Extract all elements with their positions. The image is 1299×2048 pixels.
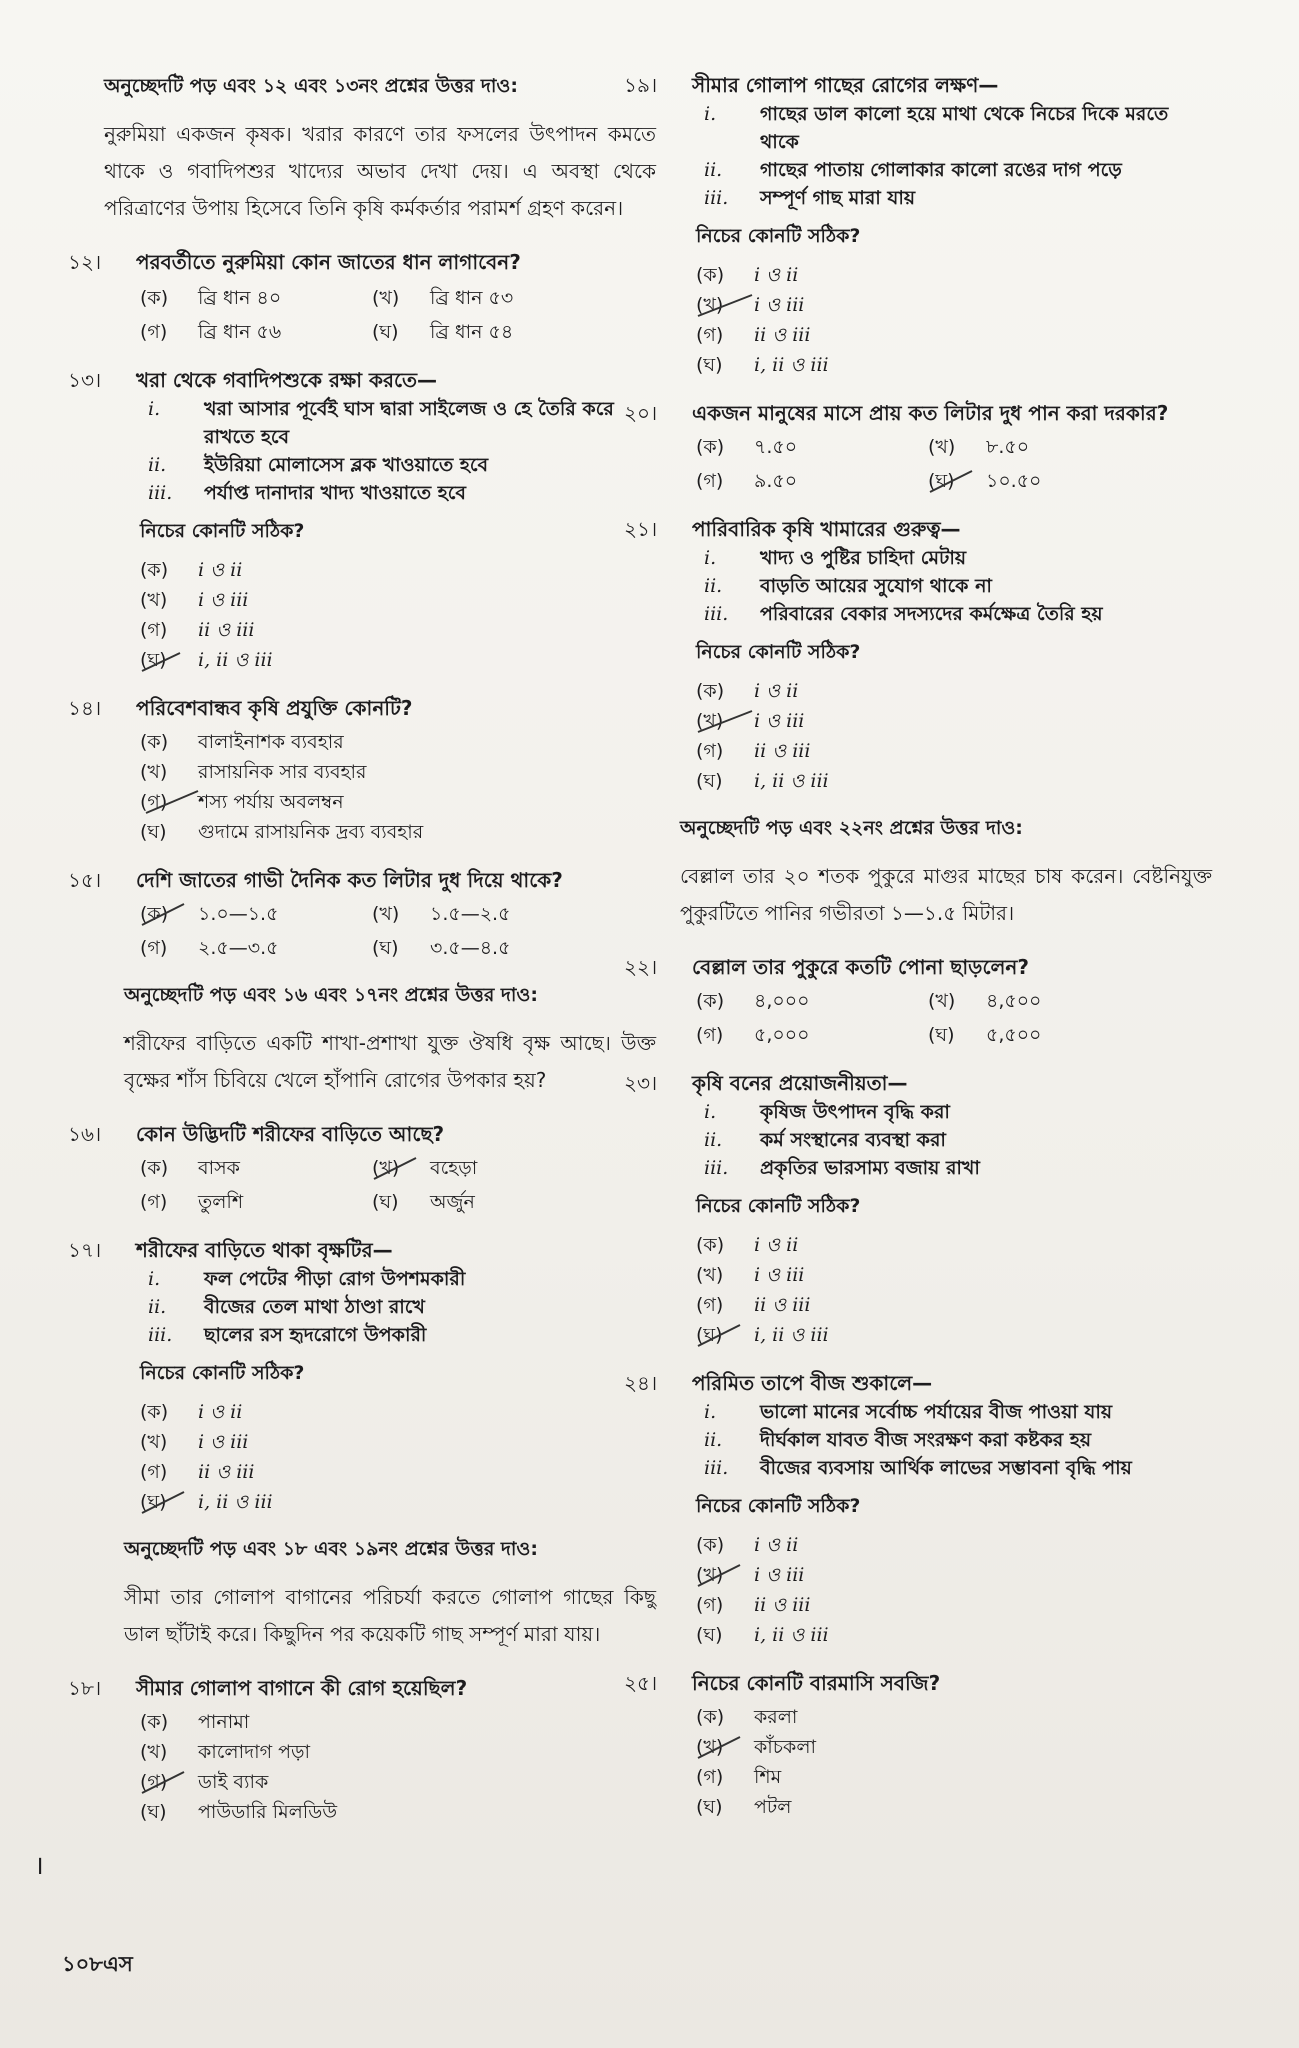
- question-text: পরিবেশবান্ধব কৃষি প্রযুক্তি কোনটি?: [136, 696, 413, 720]
- statement: i. ফল পেটের পীড়া রোগ উপশমকারী: [148, 1268, 466, 1290]
- question-number: ২৪।: [624, 1371, 658, 1395]
- option-selected[interactable]: (খ) কাঁচকলা: [696, 1732, 1212, 1762]
- statement: ii. গাছের পাতায় গোলাকার কালো রঙের দাগ পড়ে: [704, 159, 1122, 181]
- option[interactable]: (গ) ii ও iii: [696, 1594, 811, 1616]
- question-number: ১৪।: [68, 696, 102, 720]
- option[interactable]: (খ) ১.৫—২.৫: [372, 903, 511, 925]
- option[interactable]: (গ) ২.৫—৩.৫: [140, 937, 279, 959]
- stimulus-passage: নুরুমিয়া একজন কৃষক। খরার কারণে তার ফসলের উৎপাদন কমতে থাকে ও গবাদিপশুর খাদ্যের অভাব দেখা দেয়। এ অবস্থা থেকে পরিত্রাণের উপায় হিসেবে তিনি কৃষি কর্মকর্তার পরামর্শ গ্রহণ করেন।: [104, 122, 656, 220]
- statement: i. ভালো মানের সর্বোচ্চ পর্যায়ের বীজ পাওয়া যায়: [704, 1401, 1113, 1423]
- statement-list: [704, 1398, 1212, 1482]
- pen-tick-mark: [140, 901, 188, 929]
- statement: iii. ছালের রস হৃদরোগে উপকারী: [148, 1324, 427, 1346]
- option[interactable]: (ঘ) i, ii ও iii: [696, 354, 829, 376]
- option-selected[interactable]: (ক) ১.০—১.৫: [140, 899, 372, 929]
- question-14: [68, 693, 656, 847]
- option[interactable]: (ক) ব্রি ধান ৪০: [140, 287, 282, 309]
- option[interactable]: (ক) i ও ii: [696, 264, 799, 286]
- option[interactable]: (খ) ৮.৫০: [928, 436, 1030, 458]
- question-text: নিচের কোনটি বারমাসি সবজি?: [692, 1671, 941, 1695]
- option[interactable]: (গ) ii ও iii: [696, 324, 811, 346]
- statement: i. কৃষিজ উৎপাদন বৃদ্ধি করা: [704, 1101, 950, 1123]
- question-text: সীমার গোলাপ গাছের রোগের লক্ষণ—: [692, 73, 999, 97]
- option[interactable]: (গ) শিম: [696, 1766, 782, 1788]
- question-22: [624, 952, 1212, 1050]
- statement: iii. বীজের ব্যবসায় আর্থিক লাভের সম্ভাবনা বৃদ্ধি পায়: [704, 1457, 1132, 1479]
- pen-tick-mark: [140, 1489, 188, 1517]
- option[interactable]: (ঘ) অর্জুন: [372, 1191, 475, 1213]
- answer-prompt: নিচের কোনটি সঠিক?: [696, 641, 861, 663]
- answer-prompt: নিচের কোনটি সঠিক?: [140, 1362, 305, 1384]
- statement: ii. কর্ম সংস্থানের ব্যবস্থা করা: [704, 1129, 946, 1151]
- pen-tick-mark: [696, 1562, 744, 1590]
- answer-prompt: নিচের কোনটি সঠিক?: [696, 1495, 861, 1517]
- question-18: [68, 1673, 656, 1827]
- question-text: বেল্লাল তার পুকুরে কতটি পোনা ছাড়লেন?: [692, 955, 1029, 979]
- option[interactable]: (গ) ii ও iii: [140, 619, 255, 641]
- answer-prompt: নিচের কোনটি সঠিক?: [696, 225, 861, 247]
- question-number: ২৫।: [624, 1671, 658, 1695]
- pen-tick-mark: [696, 292, 756, 320]
- option[interactable]: (গ) ৫,০০০: [696, 1024, 810, 1046]
- option-selected[interactable]: (খ) বহেড়া: [372, 1153, 604, 1183]
- option[interactable]: (ঘ) গুদামে রাসায়নিক দ্রব্য ব্যবহার: [140, 821, 424, 843]
- question-16: [68, 1119, 656, 1217]
- statement: iii. প্রকৃতির ভারসাম্য বজায় রাখা: [704, 1157, 980, 1179]
- question-number: ২০।: [624, 401, 658, 425]
- question-21: [624, 514, 1212, 796]
- question-number: ২৩।: [624, 1071, 658, 1095]
- pen-tick-mark: [372, 1155, 420, 1183]
- answer-prompt: নিচের কোনটি সঠিক?: [696, 1195, 861, 1217]
- question-number: ২১।: [624, 517, 658, 541]
- question-text: পরবর্তীতে নুরুমিয়া কোন জাতের ধান লাগাবেন?: [136, 250, 521, 274]
- option-selected[interactable]: (ঘ) ১০.৫০: [928, 466, 1160, 496]
- question-number: ১৫।: [68, 868, 102, 892]
- question-number: ১৭।: [68, 1238, 102, 1262]
- question-19: [624, 70, 1212, 380]
- statement: i. খরা আসার পূর্বেই ঘাস দ্বারা সাইলেজ ও হে তৈরি করে রাখতে হবে: [148, 398, 614, 448]
- statement: iii. পর্যাপ্ত দানাদার খাদ্য খাওয়াতে হবে: [148, 482, 466, 504]
- statement-list: [148, 395, 656, 507]
- question-12: [68, 247, 656, 347]
- statement: ii. বীজের তেল মাথা ঠাণ্ডা রাখে: [148, 1296, 425, 1318]
- option[interactable]: (খ) ব্রি ধান ৫৩: [372, 287, 514, 309]
- option[interactable]: (ক) i ও ii: [140, 559, 243, 581]
- option[interactable]: (গ) ii ও iii: [696, 740, 811, 762]
- option[interactable]: (ঘ) i, ii ও iii: [696, 1624, 829, 1646]
- statement: iii. সম্পূর্ণ গাছ মারা যায়: [704, 187, 916, 209]
- stimulus-heading: অনুচ্ছেদটি পড় এবং ১৮ এবং ১৯নং প্রশ্নের উত্তর দাও:: [124, 1538, 538, 1560]
- pen-tick-mark: [696, 1322, 744, 1350]
- question-text: সীমার গোলাপ বাগানে কী রোগ হয়েছিল?: [136, 1676, 468, 1700]
- option[interactable]: (ঘ) পটল: [696, 1796, 792, 1818]
- option-selected[interactable]: (খ) i ও iii: [696, 290, 1212, 320]
- right-column: [624, 70, 1212, 1840]
- option-selected[interactable]: (গ) ডাই ব্যাক: [140, 1767, 656, 1797]
- stimulus-passage: শরীফের বাড়িতে একটি শাখা-প্রশাখা যুক্ত ঔষধি বৃক্ষ আছে। উক্ত বৃক্ষের শাঁস চিবিয়ে খেলে হাঁপানি রোগের উপকার হয়?: [124, 1031, 656, 1092]
- question-number: ১৮।: [68, 1676, 102, 1700]
- statement-list: [704, 544, 1212, 628]
- question-text: কোন উদ্ভিদটি শরীফের বাড়িতে আছে?: [136, 1122, 445, 1146]
- option[interactable]: (ক) করলা: [696, 1706, 798, 1728]
- option[interactable]: (ঘ) ৫,৫০০: [928, 1024, 1042, 1046]
- question-text: একজন মানুষের মাসে প্রায় কত লিটার দুধ পান করা দরকার?: [692, 401, 1169, 425]
- question-25: [624, 1668, 1212, 1822]
- option[interactable]: (ঘ) i, ii ও iii: [696, 770, 829, 792]
- pen-tick-mark: [140, 649, 188, 675]
- question-17: [68, 1235, 656, 1517]
- stimulus-passage: সীমা তার গোলাপ বাগানের পরিচর্যা করতে গোলাপ গাছের কিছু ডাল ছাঁটাই করে। কিছুদিন পর কয়েকটি গাছ সম্পূর্ণ মারা যায়।: [124, 1585, 656, 1646]
- option[interactable]: (গ) ৯.৫০: [696, 470, 798, 492]
- option[interactable]: (ঘ) ৩.৫—৪.৫: [372, 937, 511, 959]
- statement: i. খাদ্য ও পুষ্টির চাহিদা মেটায়: [704, 547, 967, 569]
- option-selected[interactable]: (ঘ) i, ii ও iii: [140, 645, 656, 675]
- statement: ii. বাড়তি আয়ের সুযোগ থাকে না: [704, 575, 992, 597]
- statement-list: [704, 1098, 1212, 1182]
- option[interactable]: (গ) ii ও iii: [140, 1461, 255, 1483]
- option-selected[interactable]: (ঘ) i, ii ও iii: [696, 1320, 1212, 1350]
- option[interactable]: (খ) ৪,৫০০: [928, 990, 1042, 1012]
- question-number: ১৩।: [68, 368, 102, 392]
- statement: ii. ইউরিয়া মোলাসেস ব্লক খাওয়াতে হবে: [148, 454, 489, 476]
- statement-list: [148, 1265, 656, 1349]
- option[interactable]: (ক) i ও ii: [696, 1234, 799, 1256]
- option[interactable]: (খ) কালোদাগ পড়া: [140, 1741, 311, 1763]
- question-text: দেশি জাতের গাভী দৈনিক কত লিটার দুধ দিয়ে থাকে?: [136, 868, 563, 892]
- stimulus-heading: অনুচ্ছেদটি পড় এবং ১৬ এবং ১৭নং প্রশ্নের উত্তর দাও:: [124, 984, 539, 1006]
- page-code: ১০৮এস: [62, 1952, 133, 1976]
- option[interactable]: (ক) i ও ii: [696, 680, 799, 702]
- stimulus-heading: অনুচ্ছেদটি পড় এবং ১২ এবং ১৩নং প্রশ্নের উত্তর দাও:: [104, 75, 519, 97]
- question-number: ১৯।: [624, 73, 658, 97]
- pen-tick-mark: [696, 708, 756, 736]
- pen-tick-mark: [140, 1769, 188, 1797]
- statement: i. গাছের ডাল কালো হয়ে মাথা থেকে নিচের দিকে মরতে থাকে: [704, 103, 1169, 153]
- statement: ii. দীর্ঘকাল যাবত বীজ সংরক্ষণ করা কষ্টকর হয়: [704, 1429, 1092, 1451]
- statement-list: [704, 100, 1212, 212]
- question-text: খরা থেকে গবাদিপশুকে রক্ষা করতে—: [136, 368, 438, 392]
- pen-tick-mark: [142, 789, 202, 817]
- option[interactable]: (ক) ৭.৫০: [696, 436, 798, 458]
- answer-prompt: নিচের কোনটি সঠিক?: [140, 520, 305, 542]
- question-number: ১২।: [68, 250, 102, 274]
- question-20: [624, 398, 1212, 496]
- question-text: শরীফের বাড়িতে থাকা বৃক্ষটির—: [136, 1238, 393, 1262]
- pen-tick-mark: [928, 468, 976, 496]
- question-number: ১৬।: [68, 1122, 102, 1146]
- option[interactable]: (খ) i ও iii: [140, 589, 249, 611]
- option[interactable]: (খ) রাসায়নিক সার ব্যবহার: [140, 761, 367, 783]
- question-24: [624, 1368, 1212, 1650]
- stimulus-passage: বেল্লাল তার ২০ শতক পুকুরে মাগুর মাছের চাষ করেন। বেষ্টনিযুক্ত পুকুরটিতে পানির গভীরতা ১—১.৫ মিটার।: [680, 864, 1212, 925]
- pen-tick-mark: [696, 1734, 744, 1762]
- option[interactable]: (ক) ৪,০০০: [696, 990, 810, 1012]
- option[interactable]: (ক) i ও ii: [140, 1401, 243, 1423]
- stimulus-heading: অনুচ্ছেদটি পড় এবং ২২নং প্রশ্নের উত্তর দাও:: [680, 817, 1023, 839]
- statement: iii. পরিবারের বেকার সদস্যদের কর্মক্ষেত্র তৈরি হয়: [704, 603, 1103, 625]
- question-15: [68, 865, 656, 963]
- question-23: [624, 1068, 1212, 1350]
- left-column: [68, 62, 656, 1845]
- option-selected[interactable]: (ঘ) i, ii ও iii: [140, 1487, 656, 1517]
- margin-mark: ।: [34, 1851, 44, 1881]
- option[interactable]: (খ) i ও iii: [140, 1431, 249, 1453]
- question-number: ২২।: [624, 955, 658, 979]
- option[interactable]: (খ) i ও iii: [696, 1264, 805, 1286]
- question-text: পারিবারিক কৃষি খামারের গুরুত্ব—: [692, 517, 961, 541]
- option[interactable]: (ক) i ও ii: [696, 1534, 799, 1556]
- option[interactable]: (গ) তুলশি: [140, 1191, 244, 1213]
- option[interactable]: (গ) ii ও iii: [696, 1294, 811, 1316]
- option[interactable]: (ক) বাসক: [140, 1157, 240, 1179]
- question-text: কৃষি বনের প্রয়োজনীয়তা—: [692, 1071, 908, 1095]
- question-13: [68, 365, 656, 675]
- option[interactable]: (গ) ব্রি ধান ৫৬: [140, 321, 282, 343]
- option[interactable]: (ক) পানামা: [140, 1711, 250, 1733]
- question-text: পরিমিত তাপে বীজ শুকালে—: [692, 1371, 933, 1395]
- option-selected[interactable]: (গ) শস্য পর্যায় অবলম্বন: [140, 787, 656, 817]
- option[interactable]: (ঘ) ব্রি ধান ৫৪: [372, 321, 514, 343]
- option[interactable]: (ক) বালাইনাশক ব্যবহার: [140, 731, 344, 753]
- option-selected[interactable]: (খ) i ও iii: [696, 1560, 1212, 1590]
- option[interactable]: (ঘ) পাউডারি মিলডিউ: [140, 1801, 337, 1823]
- option-selected[interactable]: (খ) i ও iii: [696, 706, 1212, 736]
